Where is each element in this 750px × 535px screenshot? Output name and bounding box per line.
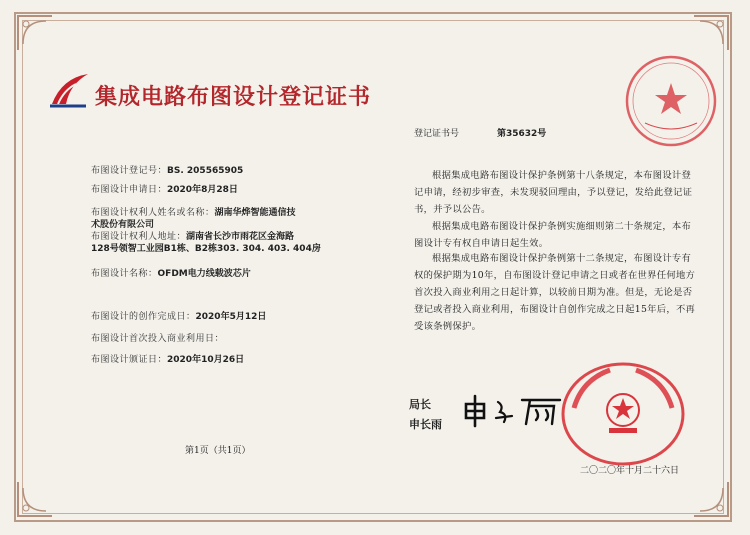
field-label: 布图设计申请日：	[91, 185, 168, 195]
field-row	[91, 333, 224, 345]
official-stamp-icon	[623, 53, 719, 149]
field-row	[91, 165, 243, 177]
cnipa-logo-icon	[48, 70, 92, 110]
field-row	[91, 354, 244, 366]
field-row	[91, 219, 154, 231]
signatory-name: 申长雨	[409, 418, 442, 431]
national-seal-icon	[560, 362, 686, 466]
corner-ornament	[692, 14, 730, 52]
page-number: 第1页（共1页）	[185, 446, 251, 456]
legal-paragraph: 根据集成电路布图设计保护条例第十八条规定，本布图设计登记申请，经初步审查，未发现驳回理由，予以登记，发给此登记证书，并予以公告。	[414, 170, 693, 215]
field-value: 2020年5月12日	[195, 312, 267, 322]
field-label: 布图设计权利人姓名或名称：	[91, 208, 215, 218]
field-value: 术股份有限公司	[91, 220, 155, 230]
field-label: 布图设计名称：	[91, 269, 158, 279]
corner-ornament	[16, 480, 54, 518]
field-label: 布图设计登记号：	[91, 166, 168, 176]
issue-date: 二〇二〇年十月二十六日	[580, 466, 680, 476]
reg-number-value: 第35632号	[497, 129, 547, 139]
corner-ornament	[692, 480, 730, 518]
field-row	[91, 268, 251, 280]
field-value: 湖南省长沙市雨花区金海路	[186, 232, 295, 242]
reg-number-label: 登记证书号	[414, 129, 460, 139]
field-row	[91, 207, 296, 219]
field-value: 128号领智工业园B1栋、B2栋303. 304. 403. 404房	[91, 244, 321, 254]
field-value: 2020年8月28日	[167, 185, 238, 195]
legal-paragraph: 根据集成电路布图设计保护条例第十二条规定，布图设计专有权的保护期为10年，自布图设计登记申请之日或者在世界任何地方首次投入商业利用之日起计算，以较前日期为准。但是，无论是否登记或者投入商业利用，布图设计自创作完成之日起15年后，不再受该条例保护。	[414, 253, 696, 332]
field-row	[91, 243, 321, 255]
field-value: OFDM电力线载波芯片	[157, 269, 251, 279]
field-label: 布图设计颁证日：	[91, 355, 168, 365]
field-label: 布图设计权利人地址：	[91, 232, 187, 242]
legal-paragraph: 根据集成电路布图设计保护条例实施细则第二十条规定，本布图设计专有权自申请日起生效。	[414, 221, 692, 249]
field-row	[91, 231, 294, 243]
field-label: 布图设计的创作完成日：	[91, 312, 196, 322]
field-value: 2020年10月26日	[167, 355, 245, 365]
field-value: BS. 205565905	[167, 166, 244, 176]
field-row	[91, 184, 238, 196]
field-value: 湖南华烨智能通信技	[214, 208, 296, 218]
field-label: 布图设计首次投入商业利用日：	[91, 334, 225, 344]
field-row	[91, 311, 266, 323]
corner-ornament	[16, 14, 54, 52]
handwritten-signature	[460, 392, 570, 428]
certificate-title: 集成电路布图设计登记证书	[95, 85, 372, 110]
signatory-title: 局长	[409, 398, 431, 411]
